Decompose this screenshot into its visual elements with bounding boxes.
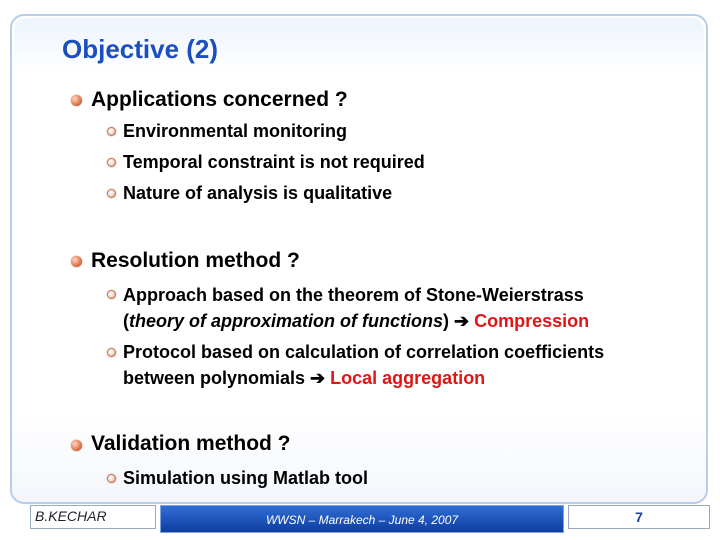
sub-bullet-icon [107,474,116,483]
footer-page-number: 7 [568,505,710,529]
sub-bullet-icon [107,348,116,357]
sub-bullet-icon [107,127,116,136]
paren-close: ) [443,311,454,331]
item-line-2: between polynomials [123,368,311,388]
sub-bullet-icon [107,290,116,299]
item-line-1: Protocol based on calculation of correlation coefficients [123,342,605,362]
highlight-local-aggregation: Local aggregation [330,368,486,388]
section-heading-applications: Applications concerned ? [91,88,348,111]
footer-event: WWSN – Marrakech – June 4, 2007 [160,505,564,533]
italic-phrase: theory of approximation of functions [129,311,443,331]
list-item: Simulation using Matlab tool [123,468,368,488]
list-item: Environmental monitoring [123,121,348,141]
slide-title: Objective (2) [62,34,219,64]
list-item: Nature of analysis is qualitative [123,183,393,203]
bullet-icon [71,256,82,267]
item-line-1: Approach based on the theorem of Stone-Weierstrass [123,285,584,305]
list-item: Temporal constraint is not required [123,152,425,172]
bullet-icon [71,95,82,106]
section-heading-validation: Validation method ? [91,432,291,455]
arrow-right-icon: ➔ [310,368,326,388]
section-heading-resolution: Resolution method ? [91,249,300,272]
bullet-icon [71,440,82,451]
paren-open: ( [123,311,129,331]
arrow-right-icon: ➔ [454,311,470,331]
sub-bullet-icon [107,158,116,167]
list-item [123,282,589,334]
highlight-compression: Compression [474,311,590,331]
list-item [123,339,604,391]
footer-author: B.KECHAR [30,505,156,529]
sub-bullet-icon [107,189,116,198]
